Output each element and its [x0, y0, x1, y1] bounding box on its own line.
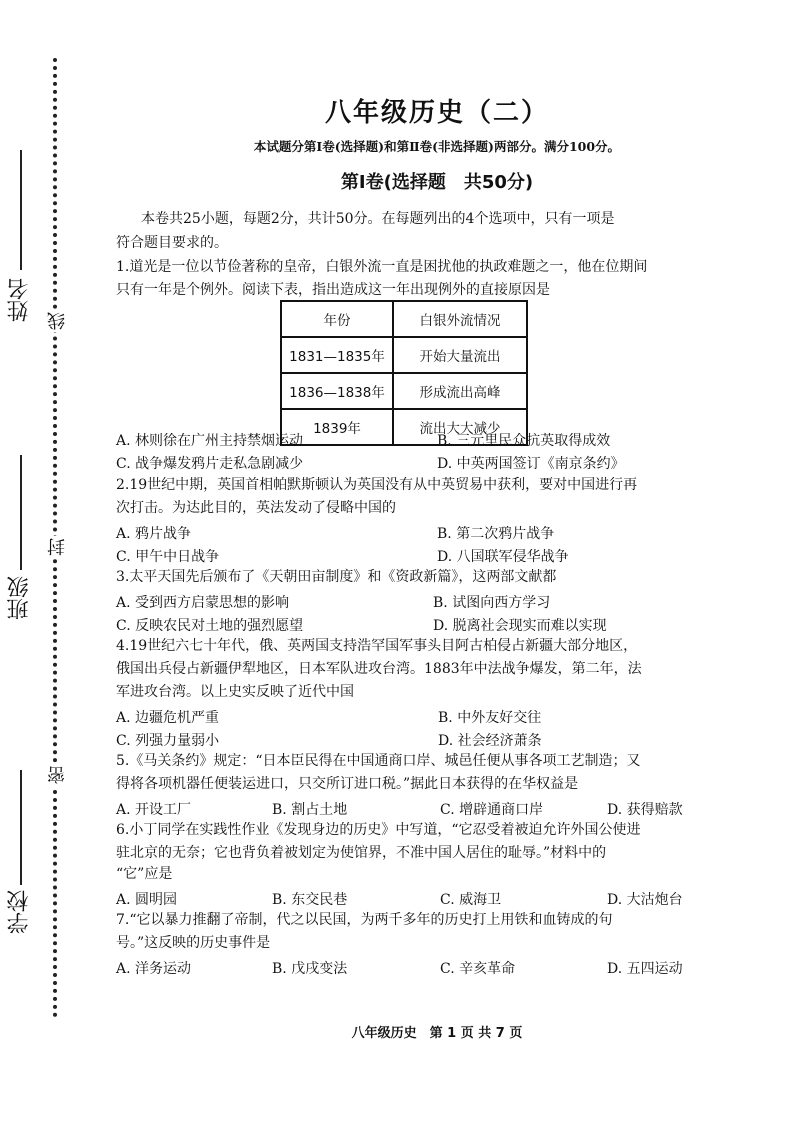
- q7-option-c[interactable]: C. 辛亥革命: [440, 961, 516, 977]
- q2-stem-line-1: 2.19世纪中期，英国首相帕默斯顿认为英国没有从中英贸易中获利，要对中国进行再: [116, 477, 638, 493]
- q7-stem-line-2: 号。”这反映的历史事件是: [116, 935, 271, 951]
- q3-option-b[interactable]: B. 试图向西方学习: [433, 595, 551, 611]
- q3-option-a[interactable]: A. 受到西方启蒙思想的影响: [116, 595, 290, 611]
- table-header-cell: 白银外流情况: [393, 301, 527, 337]
- class-label: 班级: [7, 576, 32, 620]
- school-label: 学校: [7, 890, 32, 934]
- name-fill-line[interactable]: [20, 150, 22, 270]
- q5-option-d[interactable]: D. 获得赔款: [607, 802, 683, 818]
- seal-line-char: 线: [45, 310, 71, 332]
- page-title: 八年级历史（二）: [324, 98, 549, 128]
- silver-outflow-table: [280, 300, 528, 446]
- table-header-cell: 年份: [281, 301, 393, 337]
- q4-option-d[interactable]: D. 社会经济萧条: [438, 733, 542, 749]
- table-cell: 1839年: [281, 409, 393, 445]
- q3-option-c[interactable]: C. 反映农民对土地的强烈愿望: [116, 618, 304, 634]
- q5-stem-line-2: 得将各项机器任便装运进口，只交所订进口税。”据此日本获得的在华权益是: [116, 776, 579, 792]
- q7-stem-line-1: 7.“它以暴力推翻了帝制，代之以民国，为两千多年的历史打上用铁和血铸成的句: [116, 912, 613, 928]
- instructions-line-2: 符合题目要求的。: [116, 235, 228, 251]
- q5-option-b[interactable]: B. 割占土地: [272, 802, 348, 818]
- seal-seal-char: 封: [45, 536, 71, 558]
- q4-stem-line-2: 俄国出兵侵占新疆伊犁地区，日本军队进攻台湾。1883年中法战争爆发，第二年，法: [116, 661, 642, 677]
- q2-option-a[interactable]: A. 鸦片战争: [116, 526, 192, 542]
- q6-option-b[interactable]: B. 东交民巷: [272, 892, 348, 908]
- q3-option-d[interactable]: D. 脱离社会现实而难以实现: [433, 618, 607, 634]
- table-cell: 开始大量流出: [393, 337, 527, 373]
- table-row: [281, 373, 527, 409]
- q6-stem-line-3: “它”应是: [116, 866, 173, 882]
- table-row: [281, 337, 527, 373]
- q1-stem-line-1: 1.道光是一位以节俭著称的皇帝，白银外流一直是困扰他的执政难题之一，他在位期间: [116, 259, 648, 275]
- table-cell: 1836—1838年: [281, 373, 393, 409]
- q7-option-b[interactable]: B. 戊戌变法: [272, 961, 348, 977]
- class-fill-line[interactable]: [20, 455, 22, 570]
- q1-option-b[interactable]: B. 三元里民众抗英取得成效: [437, 433, 611, 449]
- q4-option-b[interactable]: B. 中外友好交往: [438, 710, 542, 726]
- q4-stem-line-3: 军进攻台湾。以上史实反映了近代中国: [116, 684, 354, 700]
- exam-subtitle: 本试题分第Ⅰ卷(选择题)和第Ⅱ卷(非选择题)两部分。满分100分。: [253, 139, 621, 154]
- q7-option-d[interactable]: D. 五四运动: [607, 961, 683, 977]
- name-label: 姓名: [7, 278, 32, 322]
- q1-option-c[interactable]: C. 战争爆发鸦片走私急剧减少: [116, 456, 304, 472]
- q3-stem-line-1: 3.太平天国先后颁布了《天朝田亩制度》和《资政新篇》，这两部文献都: [116, 569, 557, 585]
- q5-option-c[interactable]: C. 增辟通商口岸: [440, 802, 544, 818]
- table-cell: 流出大大减少: [393, 409, 527, 445]
- q2-option-d[interactable]: D. 八国联军侵华战争: [437, 549, 569, 565]
- q6-stem-line-2: 驻北京的无奈；它也背负着被划定为使馆界，不准中国人居住的耻辱。”材料中的: [116, 845, 607, 861]
- q1-stem-line-2: 只有一年是个例外。阅读下表，指出造成这一年出现例外的直接原因是: [116, 282, 550, 298]
- q2-option-b[interactable]: B. 第二次鸦片战争: [437, 526, 555, 542]
- q5-option-a[interactable]: A. 开设工厂: [116, 802, 192, 818]
- q5-stem-line-1: 5.《马关条约》规定：“日本臣民得在中国通商口岸、城邑任便从事各项工艺制造；又: [116, 753, 641, 769]
- q6-option-d[interactable]: D. 大沽炮台: [607, 892, 683, 908]
- q6-option-a[interactable]: A. 圆明园: [116, 892, 178, 908]
- q1-option-a[interactable]: A. 林则徐在广州主持禁烟运动: [116, 433, 304, 449]
- q4-option-c[interactable]: C. 列强力量弱小: [116, 733, 220, 749]
- binding-margin: [0, 0, 80, 1122]
- q7-option-a[interactable]: A. 洋务运动: [116, 961, 192, 977]
- section-title: 第Ⅰ卷(选择题 共50分): [340, 172, 534, 193]
- q6-stem-line-1: 6.小丁同学在实践性作业《发现身边的历史》中写道，“它忍受着被迫允许外国公使进: [116, 822, 641, 838]
- q6-option-c[interactable]: C. 威海卫: [440, 892, 502, 908]
- q2-stem-line-2: 次打击。为达此目的，英法发动了侵略中国的: [116, 500, 396, 516]
- page-footer: 八年级历史 第 1 页 共 7 页: [351, 1026, 523, 1041]
- q4-stem-line-1: 4.19世纪六七十年代，俄、英两国支持浩罕国军事头目阿古柏侵占新疆大部分地区，: [116, 638, 638, 654]
- q1-option-d[interactable]: D. 中英两国签订《南京条约》: [437, 456, 625, 472]
- seal-secret-char: 密: [45, 764, 71, 786]
- table-cell: 形成流出高峰: [393, 373, 527, 409]
- table-cell: 1831—1835年: [281, 337, 393, 373]
- q2-option-c[interactable]: C. 甲午中日战争: [116, 549, 220, 565]
- instructions-line-1: 本卷共25小题，每题2分，共计50分。在每题列出的4个选项中，只有一项是: [141, 211, 615, 227]
- q4-option-a[interactable]: A. 边疆危机严重: [116, 710, 220, 726]
- school-fill-line[interactable]: [20, 770, 22, 885]
- table-header-row: [281, 301, 527, 337]
